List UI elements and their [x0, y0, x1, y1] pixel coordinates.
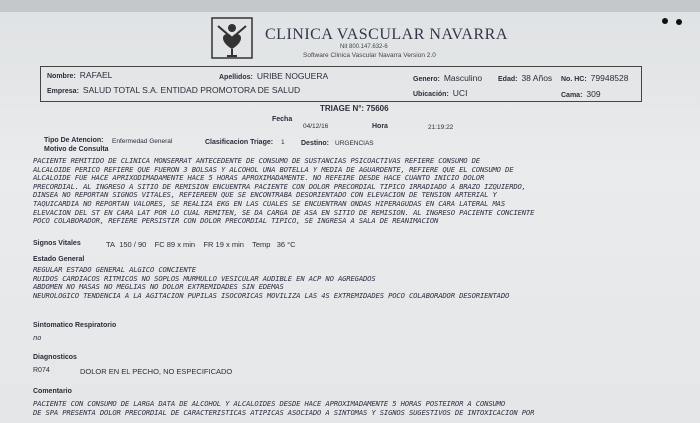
comentario-text: [33, 400, 633, 417]
destino-label: Destino:: [301, 140, 329, 147]
hora-label: Hora: [372, 123, 388, 130]
vitals-values: TA 150 / 90 FC 89 x min FR 19 x min Temp 36 °C: [106, 240, 296, 249]
estado-label: Estado General: [33, 256, 85, 263]
diagnostico-label: Diagnosticos: [33, 354, 77, 361]
comentario-label: Comentario: [33, 388, 72, 395]
tipo-atencion-label: Tipo De Atencion:: [44, 137, 104, 144]
estado-line: RUIDOS CARDIACOS RITMICOS NO SOPLOS MURMULLO VESICULAR AUDIBLE EN ACP NO AGREGADOS: [33, 273, 376, 283]
patient-name-field: Nombre: RAFAEL: [47, 70, 113, 80]
clasificacion-value: 1: [281, 139, 285, 146]
motivo-line: PRECORDIAL. AL INGRESO A SITIO DE REMISION ENCUENTRA PACIENTE CON DOLOR PRECORDIAL TIPICO IRRADIADO A BRAZO IZQUIERDO,: [33, 181, 526, 191]
motivo-line: ALCALOIDE FUE HACE APRIXODIMADAMENTE HACE 5 HORAS APROXIMADAMENTE. NO REFEIRE DESDE HACE CUANTO INICIO DOLOR: [33, 173, 485, 183]
vitals-label: Signos Vitales: [33, 240, 81, 247]
diagnostico-code: R074: [33, 367, 50, 374]
sintomatico-label: Sintomatico Respiratorio: [33, 322, 117, 329]
fecha-value: 04/12/16: [303, 123, 329, 130]
comentario-line: DE SPA PRESENTA DOLOR PRECORDIAL DE CARACTERISTICAS ATIPICAS ASOCIADO A SINTOMAS Y SIGNOS SUGESTIVOS DE INTOXICACION POR: [33, 407, 535, 417]
motivo-line: ALCALOIDE PERICO REFIERE QUE FUERON 3 BOLSAS Y ALCOHOL UNA BOTELLA Y MEDIA DE AGUARDENTE, REFIERE QUE EL CONSUMO DE: [33, 164, 514, 174]
estado-line: ABDOMEN NO MASAS NO MEGLIAS NO DOLOR EXTREMIDADES SIN EDEMAS: [33, 282, 284, 292]
patient-bed-field: Cama: 309: [561, 89, 601, 99]
patient-company-field: Empresa: SALUD TOTAL S.A. ENTIDAD PROMOTORA DE SALUD: [47, 85, 301, 95]
motivo-line: POCO COLABORADOR, REFIERE PERSISTIR CON DOLOR PRECORDIAL TIPICO, SE INGRESA A SALA DE REANIMACION: [33, 216, 439, 226]
estado-text: [33, 266, 633, 300]
clasificacion-label: Clasificacion Triage:: [205, 139, 274, 146]
patient-hc-field: No. HC: 79948528: [561, 73, 629, 83]
hora-value: 21:19:22: [428, 124, 454, 131]
patient-age-field: Edad: 38 Años: [498, 73, 553, 83]
patient-location-field: Ubicación: UCI: [413, 88, 468, 98]
motivo-text: [33, 157, 633, 226]
destino-value: URGENCIAS: [335, 140, 374, 147]
punch-hole-dot: [676, 19, 682, 25]
punch-hole-dot: [662, 18, 668, 24]
tipo-atencion-value: Enfermedad General: [112, 138, 173, 145]
clinic-nit: Nit 800.147.632-6: [340, 44, 388, 50]
motivo-line: TAQUICARDIA NO REPORTAN VALORES, SE REALIZA EKG EN LAS CUALES SE ENCUENTRAN ONDAS HIPERAGUDAS EN CARA LATERAL MAS: [33, 198, 506, 208]
clinic-logo-icon: [210, 16, 254, 60]
motivo-line: PACIENTE REMITIDO DE CLINICA MONSERRAT ANTECEDENTE DE CONSUMO DE SUSTANCIAS PSICOACTIVAS REFIERE CONSUMO DE: [33, 156, 480, 165]
motivo-label: Motivo de Consulta: [44, 146, 109, 153]
fecha-label: Fecha: [272, 116, 293, 123]
clinic-name: CLINICA VASCULAR NAVARRA: [265, 26, 508, 43]
estado-line: NEUROLOGICO TENDENCIA A LA AGITACION PUPILAS ISOCORICAS MOVILIZA LAS 4S EXTREMIDADES POCO COLABORADOR DESORIENTADO: [33, 290, 510, 300]
software-version: Software Clinica Vascular Navarra Version 2.0: [303, 52, 436, 59]
motivo-line: ELEVACION DEL ST EN CARA LAT POR LO CUAL REMITEN, SE DA CARGA DE ASA EN SITIO DE REMISION. AL INGRESO PACIENTE CONCIENTE: [33, 207, 535, 217]
patient-info-box: [40, 66, 642, 102]
motivo-line: DINSEA NO REPORTAN SIGNOS VITALES, REFIEREEN QUE SE ENCONTRABA DESORIENTADO CON ELEVACION DE TENSION ARTERIAL Y: [33, 190, 497, 200]
patient-surname-field: Apellidos: URIBE NOGUERA: [219, 71, 329, 81]
sintomatico-value: no: [33, 333, 42, 342]
estado-line: REGULAR ESTADO GENERAL ALGICO CONCIENTE: [33, 265, 196, 274]
paper-edge: [0, 0, 700, 12]
clinic-header: [210, 16, 550, 62]
comentario-line: PACIENTE CON CONSUMO DE LARGA DATA DE ALCOHOL Y ALCALOIDES DESDE HACE APROXIMADAMENTE 5 HORAS POSTEIROR A CONSUMO: [33, 399, 506, 408]
diagnostico-desc: DOLOR EN EL PECHO, NO ESPECIFICADO: [80, 367, 233, 376]
triage-number: TRIAGE N°: 75606: [320, 104, 389, 113]
patient-gender-field: Genero: Masculino: [413, 73, 483, 83]
